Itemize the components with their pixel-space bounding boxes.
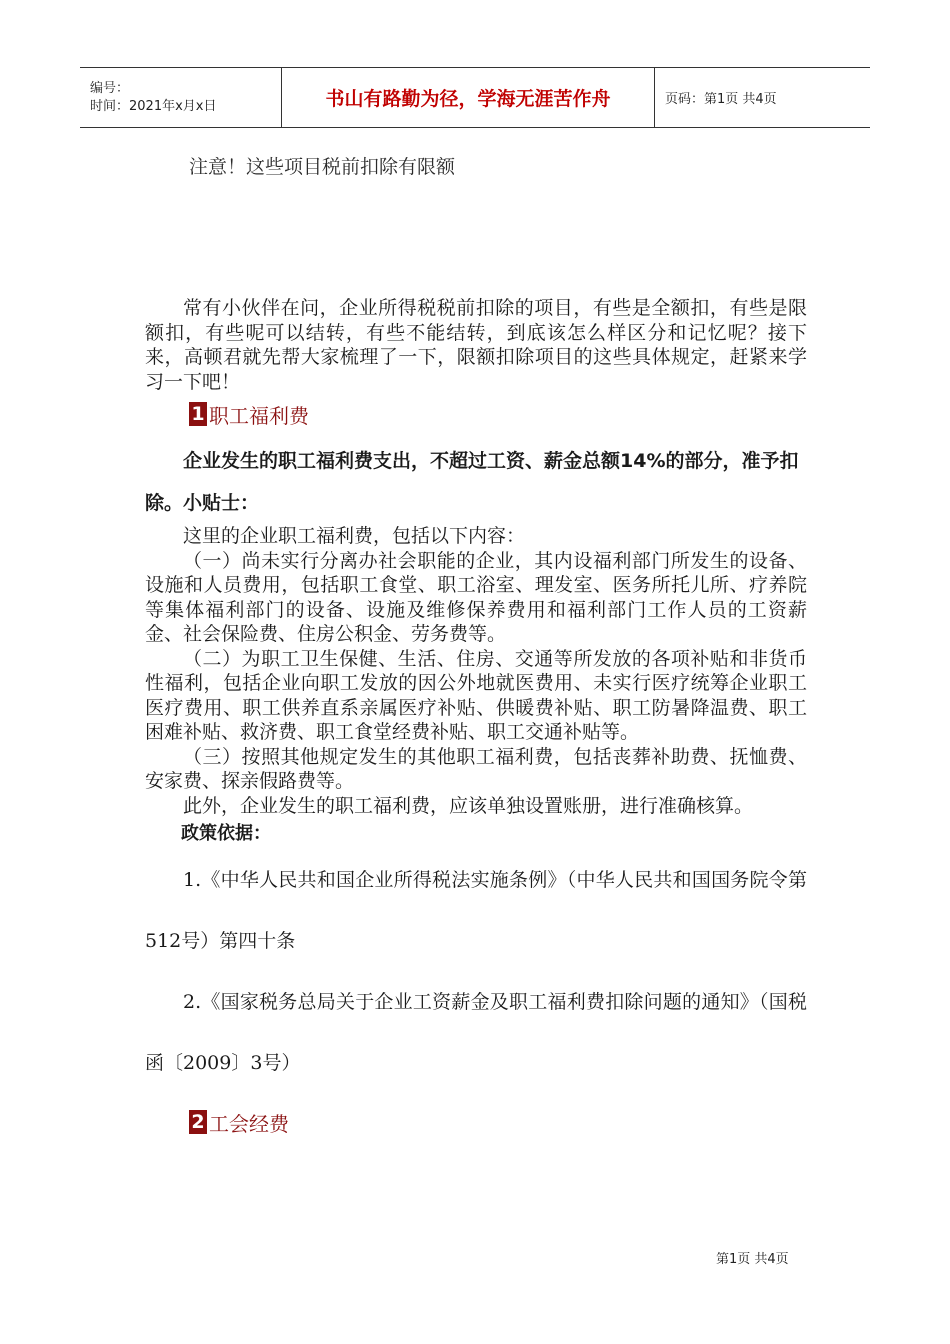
number-label: 编号： [90,80,130,96]
time-label: 时间：2021年x月x日 [90,98,217,114]
document-title: 注意！这些项目税前扣除有限额 [189,156,456,178]
section-1-item-2: （二）为职工卫生保健、生活、住房、交通等所发放的各项补贴和非货币性福利，包括企业向职工发放的因公外地就医费用、未实行医疗统筹企业职工医疗费用、职工供养直系亲属医疗补贴、供暖费补贴、职工防暑降温费、职工困难补贴、救济费、职工食堂经费补贴、职工交通补贴等。 [145,647,807,743]
page-header [80,67,870,128]
footer-page-number: 第1页 共4页 [716,1252,789,1267]
header-motto [282,68,655,127]
section-1-heading [189,400,807,428]
section-2-heading [189,1108,807,1136]
section-2-number: 2 [189,1110,207,1134]
motto-text: 书山有路勤为径，学海无涯苦作舟 [325,88,611,110]
page-footer [716,1248,789,1267]
policy-reference-1: 1.《中华人民共和国企业所得税法实施条例》（中华人民共和国国务院令第512号）第四十条 [145,869,807,952]
intro-paragraph: 常有小伙伴在问，企业所得税税前扣除的项目，有些是全额扣，有些是限额扣，有些呢可以结转，有些不能结转，到底该怎么样区分和记忆呢？接下来，高顿君就先帮大家梳理了一下，限额扣除项目的这些具体规定，赶紧来学习一下吧！ [145,297,807,393]
policy-basis-label: 政策依据： [181,823,271,844]
section-1-item-3: （三）按照其他规定发生的其他职工福利费，包括丧葬补助费、抚恤费、安家费、探亲假路费等。 [145,745,807,792]
section-1-item-1: （一）尚未实行分离办社会职能的企业，其内设福利部门所发生的设备、设施和人员费用，包括职工食堂、职工浴室、理发室、医务所托儿所、疗养院等集体福利部门的设备、设施及维修保养费用和福利部门工作人员的工资薪金、社会保险费、住房公积金、劳务费等。 [145,549,807,645]
header-meta [80,68,282,127]
header-page-info [655,68,870,127]
section-1-note: 此外，企业发生的职工福利费，应该单独设置账册，进行准确核算。 [183,794,754,817]
section-2-title: 工会经费 [209,1111,289,1136]
policy-reference-2: 2.《国家税务总局关于企业工资薪金及职工福利费扣除问题的通知》（国税函〔2009〕3号） [145,991,807,1074]
section-1-number: 1 [189,402,207,426]
section-1-title: 职工福利费 [209,403,309,428]
page-info-text: 页码：第1页 共4页 [665,92,777,107]
section-1-intro: 这里的企业职工福利费，包括以下内容： [183,525,526,547]
document-body [145,152,807,1136]
section-1-rule: 企业发生的职工福利费支出，不超过工资、薪金总额14%的部分，准予扣除。小贴士： [145,450,799,514]
